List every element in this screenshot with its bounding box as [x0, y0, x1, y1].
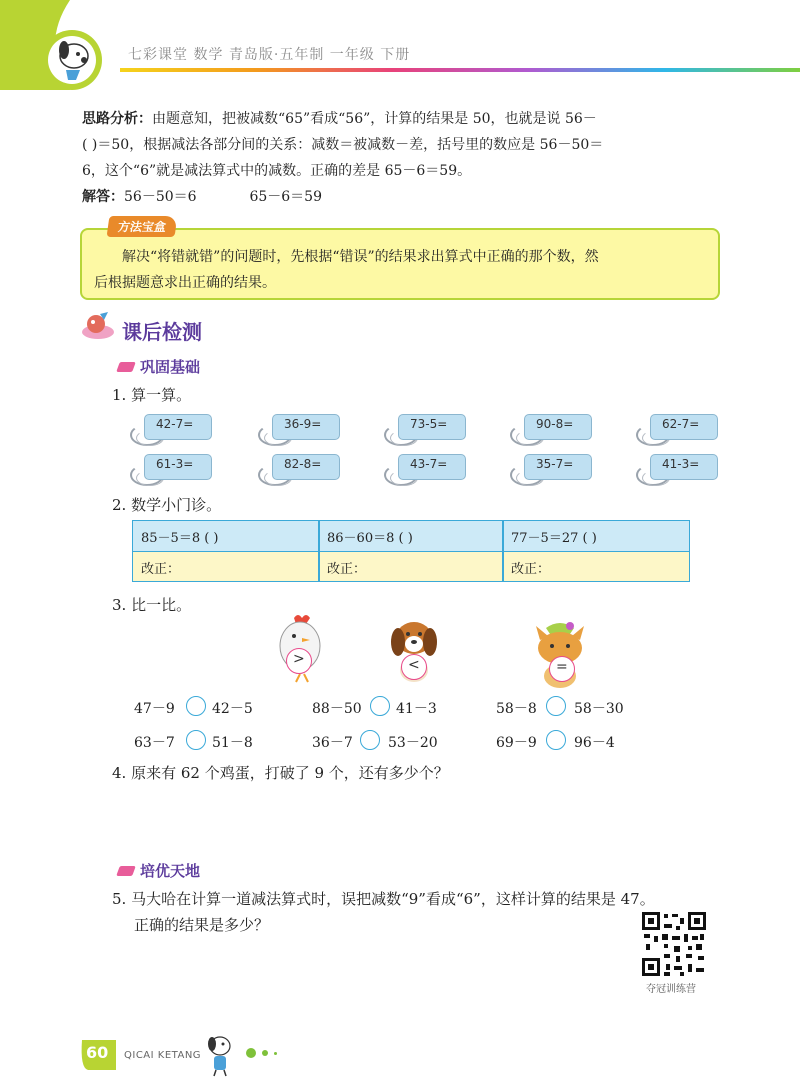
footer-dot	[262, 1050, 268, 1056]
compare-right: 42－5	[212, 701, 253, 717]
analysis-line1: 由题意知，把被减数“65”看成“56”，计算的结果是 50，也就是说 56－	[152, 111, 597, 127]
fix-label: 改正：	[327, 562, 367, 577]
analysis-line3: 6，这个“6”就是减法算式中的减数。正确的差是 65－6＝59。	[82, 163, 472, 179]
calc-scroll	[636, 412, 722, 446]
calc-expression: 90-8=	[536, 417, 574, 431]
table-divider	[318, 521, 320, 581]
analysis-label: 思路分析：	[82, 111, 152, 127]
answer-eq2: 65－6＝59	[249, 189, 322, 205]
q5-line1: 5. 马大哈在计算一道减法算式时，误把减数“9”看成“6”，这样计算的结果是 47。	[112, 890, 655, 908]
q5-line2: 正确的结果是多少？	[134, 916, 270, 934]
section-title: 课后检测	[122, 320, 202, 344]
calc-scroll	[510, 452, 596, 486]
q1-label: 1. 算一算。	[112, 386, 192, 404]
header-title: 七彩课堂 数学 青岛版·五年制 一年级 下册	[128, 47, 411, 63]
diagnosis-row-fix	[133, 552, 689, 581]
pencil-icon	[116, 866, 136, 876]
answer-eq1: 56－50＝6	[124, 189, 197, 205]
qr-code[interactable]	[640, 910, 708, 978]
calc-scroll	[130, 452, 216, 486]
calc-expression: 62-7=	[662, 417, 700, 431]
fix-label: 改正：	[141, 562, 181, 577]
calc-scroll	[130, 412, 216, 446]
calc-expression: 61-3=	[156, 457, 194, 471]
calc-scroll	[384, 452, 470, 486]
pencil-icon	[116, 362, 136, 372]
method-tag: 方法宝盒	[107, 216, 178, 237]
calc-expression: 35-7=	[536, 457, 574, 471]
compare-left: 69－9	[496, 735, 537, 751]
calc-scroll	[258, 412, 344, 446]
fix-label: 改正：	[511, 562, 551, 577]
compare-left: 63－7	[134, 735, 175, 751]
compare-left: 88－50	[312, 701, 362, 717]
q4-label: 4. 原来有 62 个鸡蛋，打破了 9 个，还有多少个？	[112, 764, 449, 782]
compare-left: 47－9	[134, 701, 175, 717]
qr-caption: 夺冠训练营	[646, 984, 696, 995]
calc-scroll	[384, 412, 470, 446]
diagnosis-row-problems	[133, 521, 689, 552]
diagnosis-table	[132, 520, 690, 582]
compare-right: 53－20	[388, 735, 438, 751]
answer-line	[82, 184, 322, 210]
sub-title-advanced: 培优天地	[140, 862, 201, 880]
compare-answer-circle[interactable]	[546, 730, 566, 750]
method-text	[94, 244, 712, 296]
diagnosis-item: 86－60＝8 ( )	[327, 531, 413, 546]
compare-right: 41－3	[396, 701, 437, 717]
section-mascot-icon	[78, 310, 118, 346]
method-line1: 解决“将错就错”的问题时，先根据“错误”的结果求出算式中正确的那个数，然	[122, 249, 599, 265]
calc-expression: 82-8=	[284, 457, 322, 471]
compare-answer-circle[interactable]	[360, 730, 380, 750]
compare-answer-circle[interactable]	[546, 696, 566, 716]
compare-left: 36－7	[312, 735, 353, 751]
calc-scroll	[510, 412, 596, 446]
sub-title-basics: 巩固基础	[140, 358, 201, 376]
footer-dot	[246, 1048, 256, 1058]
diagnosis-item: 77－5＝27 ( )	[511, 531, 597, 546]
method-line2: 后根据题意求出正确的结果。	[94, 275, 276, 291]
calc-expression: 73-5=	[410, 417, 448, 431]
compare-left: 58－8	[496, 701, 537, 717]
q3-label: 3. 比一比。	[112, 596, 192, 614]
footer-mascot-icon	[200, 1032, 240, 1078]
compare-right: 96－4	[574, 735, 615, 751]
compare-answer-circle[interactable]	[186, 730, 206, 750]
calc-expression: 36-9=	[284, 417, 322, 431]
calc-expression: 41-3=	[662, 457, 700, 471]
page-number: 60	[86, 1043, 109, 1062]
q2-label: 2. 数学小门诊。	[112, 496, 222, 514]
calc-scroll	[636, 452, 722, 486]
calc-expression: 43-7=	[410, 457, 448, 471]
analysis-line2: ( )＝50，根据减法各部分间的关系：减数＝被减数－差，括号里的数应是 56－50＝	[82, 137, 604, 153]
footer-brand: QICAI KETANG	[124, 1050, 202, 1061]
table-divider	[502, 521, 504, 581]
diagnosis-item: 85－5＝8 ( )	[141, 531, 219, 546]
compare-answer-circle[interactable]	[186, 696, 206, 716]
answer-label: 解答：	[82, 189, 124, 205]
header-rainbow-line	[120, 68, 800, 72]
sign-symbol: >	[293, 651, 305, 667]
compare-right: 51－8	[212, 735, 253, 751]
sign-symbol: =	[556, 659, 568, 675]
calc-scroll	[258, 452, 344, 486]
compare-right: 58－30	[574, 701, 624, 717]
analysis-paragraph	[82, 106, 722, 184]
sign-symbol: <	[408, 657, 420, 673]
calc-expression: 42-7=	[156, 417, 194, 431]
footer-dot	[274, 1052, 277, 1055]
compare-answer-circle[interactable]	[370, 696, 390, 716]
